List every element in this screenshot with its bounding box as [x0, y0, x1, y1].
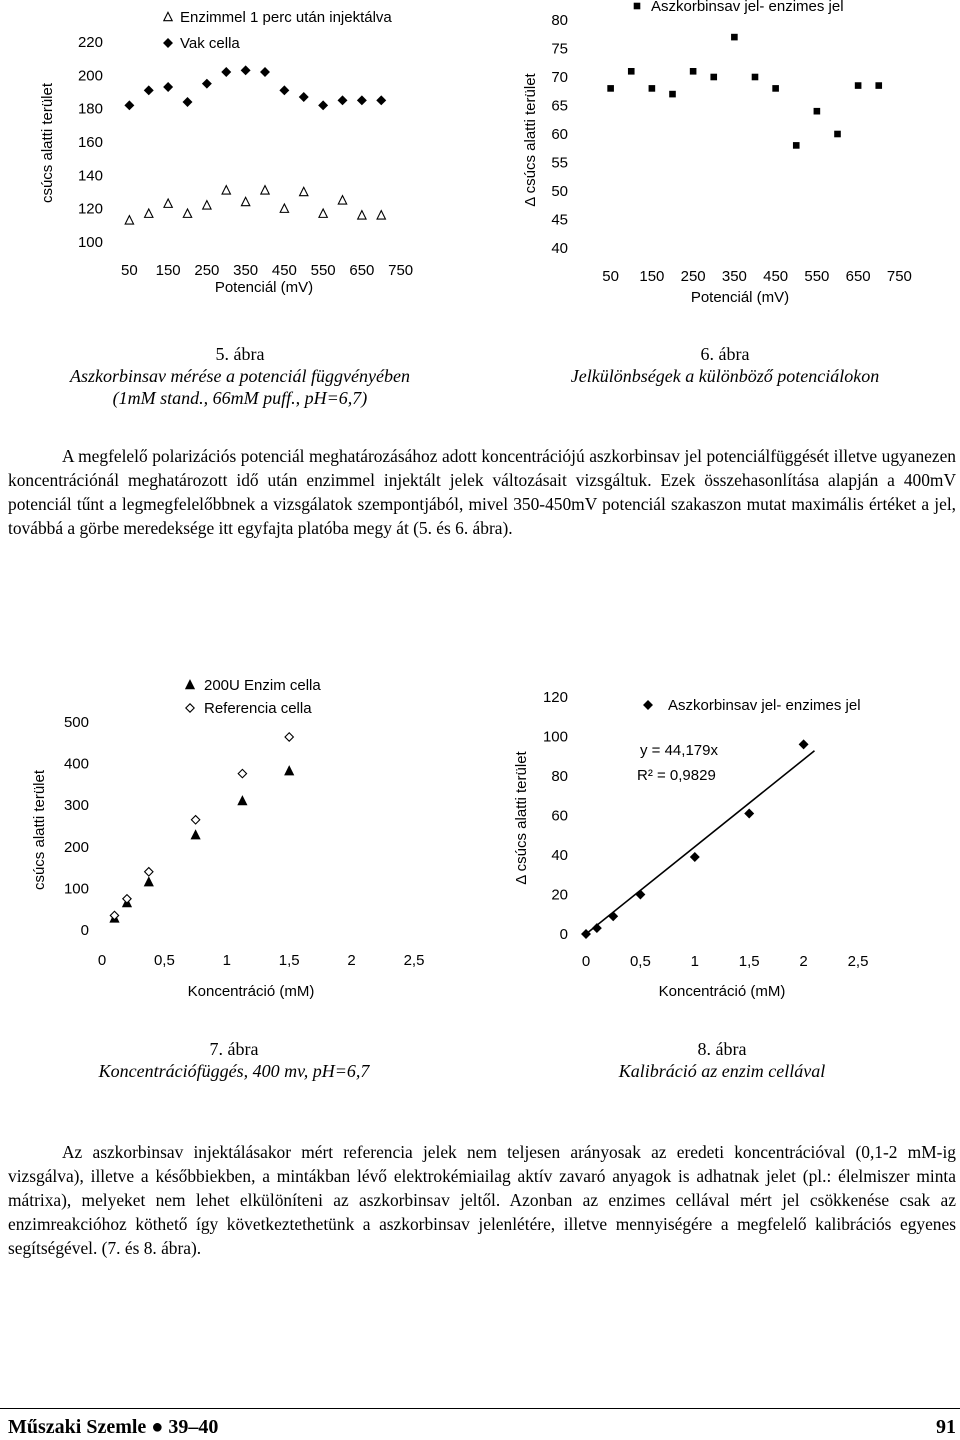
figure-title-line: Jelkülönbségek a különböző potenciálokon [570, 366, 880, 386]
y-tick-label: 160 [77, 134, 103, 151]
chart-calibration [500, 670, 940, 1000]
figure-number: 6. ábra [700, 344, 750, 364]
x-axis-label: Koncentráció (mM) [187, 983, 315, 1000]
data-point [125, 216, 133, 224]
x-tick-label: 1,5 [278, 952, 300, 969]
data-point [710, 74, 717, 81]
legend-entry: Referencia cella [204, 700, 312, 717]
y-tick-label: 0 [80, 922, 89, 939]
data-point [285, 766, 293, 774]
data-point [772, 85, 779, 92]
data-point [280, 204, 288, 212]
y-tick-label: 300 [63, 797, 89, 815]
x-axis-label: Potenciál (mV) [214, 279, 314, 296]
data-point [649, 85, 656, 92]
legend-entry: 200U Enzim cella [204, 677, 321, 694]
data-point [145, 868, 153, 876]
figure-title-line: Koncentrációfüggés, 400 mv, pH=6,7 [98, 1061, 370, 1081]
y-tick-label: 80 [551, 12, 568, 29]
y-tick-label: 20 [551, 886, 568, 904]
y-tick-label: 120 [542, 689, 568, 706]
figure-number: 5. ábra [215, 344, 265, 364]
legend-entry: Enzimmel 1 perc után injektálva [180, 9, 392, 26]
y-axis-label: Δ csúcs alatti terület [513, 751, 530, 885]
legend-marker [634, 3, 641, 10]
data-point [752, 74, 759, 81]
y-tick-label: 75 [551, 40, 568, 58]
legend-marker [164, 12, 172, 20]
body-paragraph-2 [8, 1140, 956, 1260]
x-tick-label: 250 [194, 262, 220, 279]
y-tick-label: 220 [77, 34, 103, 51]
figure-7-caption [14, 1038, 454, 1082]
data-point [731, 34, 738, 41]
data-point [191, 830, 199, 838]
y-tick-label: 60 [551, 126, 568, 143]
data-point [241, 66, 249, 74]
data-point [834, 131, 841, 138]
data-point [222, 68, 230, 76]
data-point [319, 101, 327, 109]
y-axis-label: csúcs alatti terület [31, 769, 48, 891]
x-tick-label: 2 [799, 953, 808, 970]
x-tick-label: 650 [845, 268, 871, 285]
x-tick-label: 650 [349, 262, 375, 279]
x-tick-label: 550 [310, 262, 336, 279]
figure-title-line: (1mM stand., 66mM puff., pH=6,7) [112, 388, 368, 408]
data-point [203, 79, 211, 87]
x-tick-label: 1,5 [738, 953, 760, 970]
x-axis-label: Koncentráció (mM) [658, 983, 786, 1000]
x-tick-label: 0,5 [629, 953, 651, 970]
data-point [300, 93, 308, 101]
x-tick-label: 1 [222, 952, 231, 969]
y-tick-label: 100 [63, 880, 89, 898]
x-tick-label: 250 [680, 268, 706, 285]
data-point [669, 91, 676, 98]
y-tick-label: 200 [63, 838, 89, 856]
data-point [123, 895, 131, 903]
x-tick-label: 750 [886, 268, 912, 285]
data-point [241, 197, 249, 205]
y-tick-label: 180 [77, 100, 103, 118]
data-point [300, 187, 308, 195]
y-axis-label: csúcs alatti terület [39, 82, 56, 204]
y-tick-label: 45 [551, 211, 568, 229]
data-point [609, 912, 617, 920]
figure-6-caption [505, 343, 945, 387]
paragraph-text: A megfelelő polarizációs potenciál meghatározásához adott koncentrációjú aszkorbinsav jel potenciálfüggését illetve ugyanezen koncentrációnál meghatározott idő után enzimmel injektált jelek változásait vizsgáltuk. Ezek összehasonlítása alapján a 400mV potenciál tűnt a legmegfelelőbbnek a vizsgálatok szempontjából, mivel 350-450mV potenciál szakaszon mutat maximális értéket a jel, továbbá a görbe meredeksége itt egyfajta platóba megy át (5. és 6. ábra). [8, 446, 956, 538]
legend-marker [186, 704, 194, 712]
data-point [261, 68, 269, 76]
x-tick-label: 1 [690, 953, 699, 970]
y-tick-label: 140 [77, 167, 103, 185]
data-point [855, 82, 862, 89]
y-tick-label: 55 [551, 154, 568, 172]
data-point [183, 209, 191, 217]
figure-number: 7. ábra [209, 1039, 259, 1059]
x-tick-label: 0 [97, 952, 107, 969]
figure-title-line: Kalibráció az enzim cellával [618, 1061, 826, 1081]
y-tick-label: 500 [63, 714, 89, 731]
x-tick-label: 150 [639, 268, 665, 285]
trendline-r2: R² = 0,9829 [637, 767, 716, 784]
figure-5-caption [20, 343, 460, 409]
data-point [285, 733, 293, 741]
figure-title-line: Aszkorbinsav mérése a potenciál függvényében [70, 366, 410, 386]
page-number: 91 [936, 1416, 956, 1438]
x-tick-label: 50 [121, 262, 138, 279]
data-point [164, 199, 172, 207]
legend-entry: Aszkorbinsav jel- enzimes jel [668, 697, 861, 714]
data-point [338, 196, 346, 204]
y-tick-label: 200 [77, 67, 103, 85]
y-tick-label: 100 [77, 234, 103, 251]
legend-marker [644, 701, 652, 709]
x-tick-label: 550 [804, 268, 830, 285]
data-point [793, 142, 800, 149]
legend-entry: Aszkorbinsav jel- enzimes jel [651, 0, 844, 15]
chart-signal-difference [515, 0, 955, 320]
data-point [636, 890, 644, 898]
body-paragraph-1 [8, 444, 956, 540]
chart-concentration-dependence [0, 670, 440, 1000]
data-point [261, 186, 269, 194]
data-point [164, 83, 172, 91]
x-tick-label: 150 [155, 262, 181, 279]
data-point [145, 877, 153, 885]
x-tick-label: 2,5 [847, 953, 869, 970]
data-point [338, 96, 346, 104]
x-tick-label: 450 [763, 268, 789, 285]
data-point [377, 211, 385, 219]
data-point [319, 209, 327, 217]
x-axis-label: Potenciál (mV) [690, 289, 790, 306]
y-tick-label: 100 [542, 728, 568, 746]
x-tick-label: 2 [347, 952, 356, 969]
x-tick-label: 0 [581, 953, 591, 970]
x-tick-label: 750 [388, 262, 414, 279]
journal-name: Műszaki Szemle ● 39–40 [8, 1416, 219, 1438]
data-point [358, 211, 366, 219]
data-point [238, 796, 246, 804]
paragraph-text: Az aszkorbinsav injektálásakor mért referencia jelek nem teljesen arányosak az eredeti koncentrációval (0,1-2 mM-ig vizsgálva), illetve a későbbiekben, a mintákban lévő elektrokémiailag aktív zavaró anyagok is adhatnak jelet (pl.: élelmiszer minta mátrixa), melyeket nem lehet elkülöníteni az aszkorbinsav jeltől. Azonban az enzimes cellával mért jel csökkenése csak az enzimreakcióhoz köthető így következtethetünk a aszkorbinsav jelenlétére, illetve mennyiségére a megfelelő kalibrációs egyenes segítségével. (7. és 8. ábra). [8, 1142, 956, 1258]
y-tick-label: 400 [63, 755, 89, 773]
footer-divider [0, 1408, 960, 1409]
data-point [628, 68, 635, 75]
x-tick-label: 0,5 [153, 952, 175, 969]
data-point [875, 82, 882, 89]
y-tick-label: 40 [551, 240, 568, 257]
data-point [145, 86, 153, 94]
y-tick-label: 65 [551, 97, 568, 115]
x-tick-label: 2,5 [403, 952, 425, 969]
x-tick-label: 50 [602, 268, 619, 285]
data-point [280, 86, 288, 94]
y-axis-label: Δ csúcs alatti terület [522, 73, 539, 207]
data-point [125, 101, 133, 109]
data-point [745, 809, 753, 817]
legend-marker [164, 39, 172, 47]
data-point [183, 98, 191, 106]
x-tick-label: 450 [271, 262, 297, 279]
data-point [377, 96, 385, 104]
data-point [691, 853, 699, 861]
data-point [145, 209, 153, 217]
legend-marker [186, 680, 194, 688]
data-point [814, 108, 821, 115]
data-point [358, 96, 366, 104]
y-tick-label: 50 [551, 183, 568, 200]
y-tick-label: 40 [551, 847, 568, 864]
figure-8-caption [502, 1038, 942, 1082]
legend-entry: Vak cella [180, 35, 240, 52]
x-tick-label: 350 [721, 268, 747, 285]
data-point [203, 201, 211, 209]
data-point [607, 85, 614, 92]
trendline-equation: y = 44,179x [640, 742, 718, 759]
figure-number: 8. ábra [697, 1039, 747, 1059]
data-point [191, 816, 199, 824]
y-tick-label: 0 [559, 926, 568, 943]
data-point [799, 740, 807, 748]
y-tick-label: 60 [551, 807, 568, 825]
x-tick-label: 350 [233, 262, 259, 279]
data-point [222, 186, 230, 194]
y-tick-label: 80 [551, 768, 568, 785]
y-tick-label: 120 [77, 200, 103, 218]
data-point [690, 68, 697, 75]
chart-potential-dependence [0, 0, 440, 310]
y-tick-label: 70 [551, 69, 568, 86]
data-point [238, 769, 246, 777]
